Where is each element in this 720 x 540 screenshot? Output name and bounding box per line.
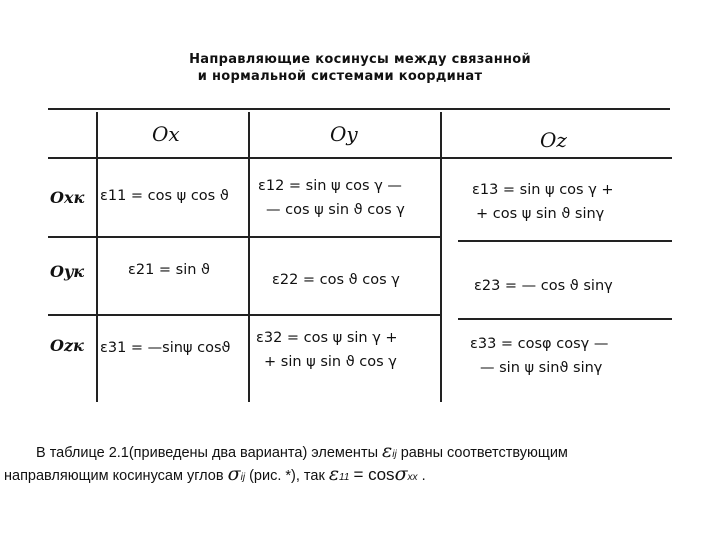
table-top-border bbox=[48, 108, 670, 110]
col-divider-2 bbox=[248, 112, 250, 402]
cell-line: ε22 = cos ϑ cos γ bbox=[272, 272, 400, 288]
cell-line: + cos ψ sin ϑ sinγ bbox=[476, 206, 605, 222]
cell-line: ε12 = sin ψ cos γ — bbox=[258, 178, 402, 194]
cell-r2-c3 bbox=[474, 274, 613, 298]
caption-text: В таблице 2.1(приведены два варианта) элементы bbox=[36, 445, 379, 461]
cell-line: ε23 = — cos ϑ sinγ bbox=[474, 278, 613, 294]
cell-line: ε31 = —sinψ cosϑ bbox=[100, 340, 231, 356]
col-divider-3 bbox=[440, 112, 442, 402]
row-label-ox: Oxк bbox=[50, 188, 85, 207]
header-oy: Oy bbox=[330, 122, 358, 146]
epsilon-subscript: 11 bbox=[339, 472, 350, 483]
caption-period: . bbox=[421, 468, 426, 484]
header-divider bbox=[48, 157, 672, 159]
cell-line: ε32 = cos ψ sin γ + bbox=[256, 330, 398, 346]
cell-line: + sin ψ sin ϑ cos γ bbox=[264, 354, 397, 370]
epsilon-symbol: ε bbox=[382, 440, 393, 462]
cell-line: — sin ψ sinϑ sinγ bbox=[480, 360, 603, 376]
cell-line: ε21 = sin ϑ bbox=[128, 262, 211, 278]
sigma-symbol: σ bbox=[227, 463, 241, 485]
header-oz: Oz bbox=[540, 128, 567, 152]
sigma-subscript: ij bbox=[240, 472, 246, 483]
cell-r1-c3 bbox=[472, 178, 614, 226]
caption-text: (рис. *), так bbox=[249, 468, 325, 484]
col-divider-1 bbox=[96, 112, 98, 402]
epsilon-subscript: ij bbox=[392, 449, 397, 460]
cell-line: ε33 = cosφ cosγ — bbox=[470, 336, 609, 352]
row2-divider-a bbox=[48, 314, 440, 316]
header-ox: Ox bbox=[152, 122, 180, 146]
title-line-2: и нормальной системами координат bbox=[197, 69, 483, 84]
caption-text: равны соответствующим bbox=[400, 445, 568, 461]
row-label-oy: Oyк bbox=[50, 262, 85, 281]
caption-text: направляющим косинусам углов bbox=[4, 468, 224, 484]
row1-divider-b bbox=[458, 240, 672, 242]
cell-line: ε11 = cos ψ cos ϑ bbox=[100, 188, 229, 204]
row1-divider-a bbox=[48, 236, 440, 238]
caption-line-1 bbox=[36, 440, 720, 462]
cell-r2-c2 bbox=[272, 268, 400, 292]
cell-r3-c1 bbox=[100, 336, 230, 360]
sigma-subscript: xx bbox=[407, 472, 418, 483]
cell-r3-c3 bbox=[470, 332, 608, 380]
equals-cos: = cos bbox=[353, 465, 395, 484]
cell-line: ε13 = sin ψ cos γ + bbox=[472, 182, 614, 198]
cell-r2-c1 bbox=[128, 258, 210, 282]
caption-line-2 bbox=[4, 463, 720, 485]
cell-line: — cos ψ sin ϑ cos γ bbox=[266, 202, 405, 218]
epsilon-symbol: ε bbox=[328, 463, 340, 485]
cell-r3-c2 bbox=[256, 326, 398, 374]
title-line-1: Направляющие косинусы между связанной bbox=[189, 52, 531, 67]
row-label-oz: Ozк bbox=[50, 336, 84, 355]
sigma-symbol: σ bbox=[394, 463, 408, 485]
row2-divider-b bbox=[458, 318, 672, 320]
cell-r1-c2 bbox=[258, 174, 405, 222]
cell-r1-c1 bbox=[100, 184, 229, 208]
